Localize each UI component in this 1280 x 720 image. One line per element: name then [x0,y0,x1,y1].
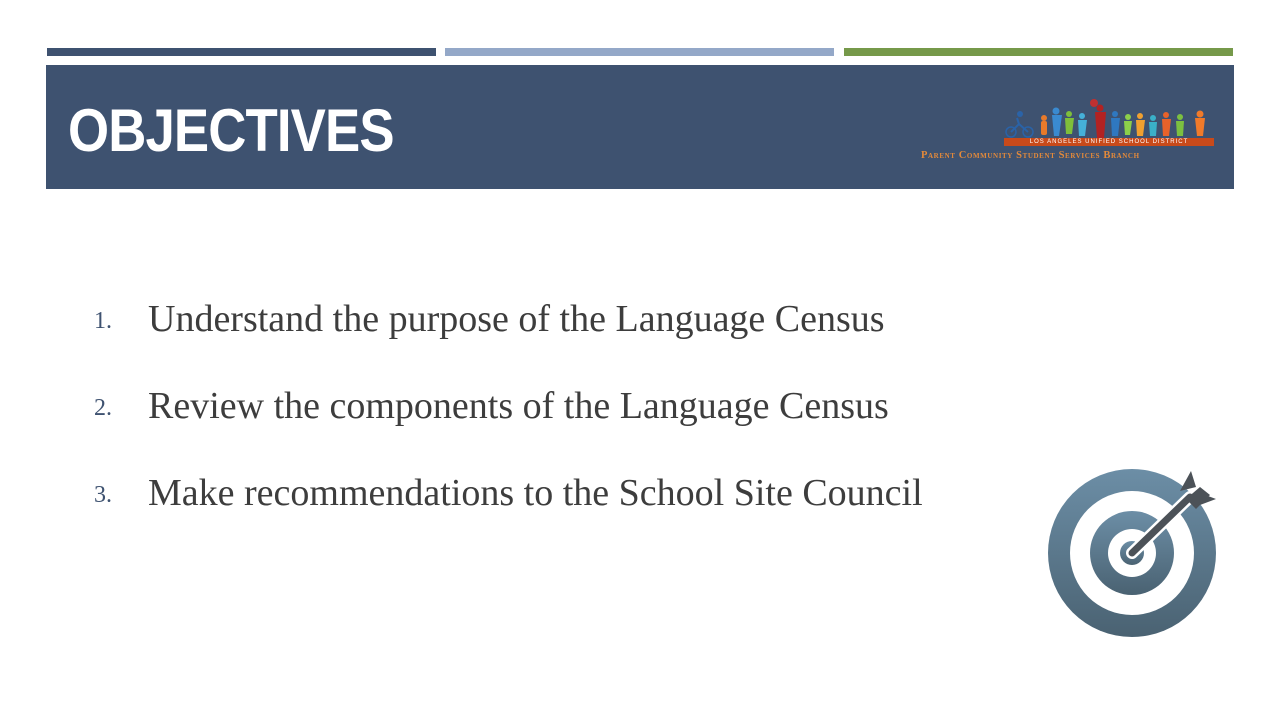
target-arrow-icon [1040,465,1225,640]
objective-number: 1. [94,308,112,334]
objective-number: 3. [94,482,112,508]
title-band [46,65,1234,189]
objective-text: Review the components of the Language Census [148,385,889,427]
logo-org-strip: LOS ANGELES UNIFIED SCHOOL DISTRICT [1004,138,1214,146]
accent-bar-dark [47,48,436,56]
objective-text: Make recommendations to the School Site Council [148,472,923,514]
lausd-pcss-logo [916,98,1211,166]
accent-bar-light [445,48,834,56]
objective-text: Understand the purpose of the Language Census [148,298,885,340]
accent-bar-green [844,48,1233,56]
slide-title: OBJECTIVES [68,97,394,164]
logo-branch-name: Parent Community Student Services Branch [921,150,1140,161]
objective-number: 2. [94,395,112,421]
